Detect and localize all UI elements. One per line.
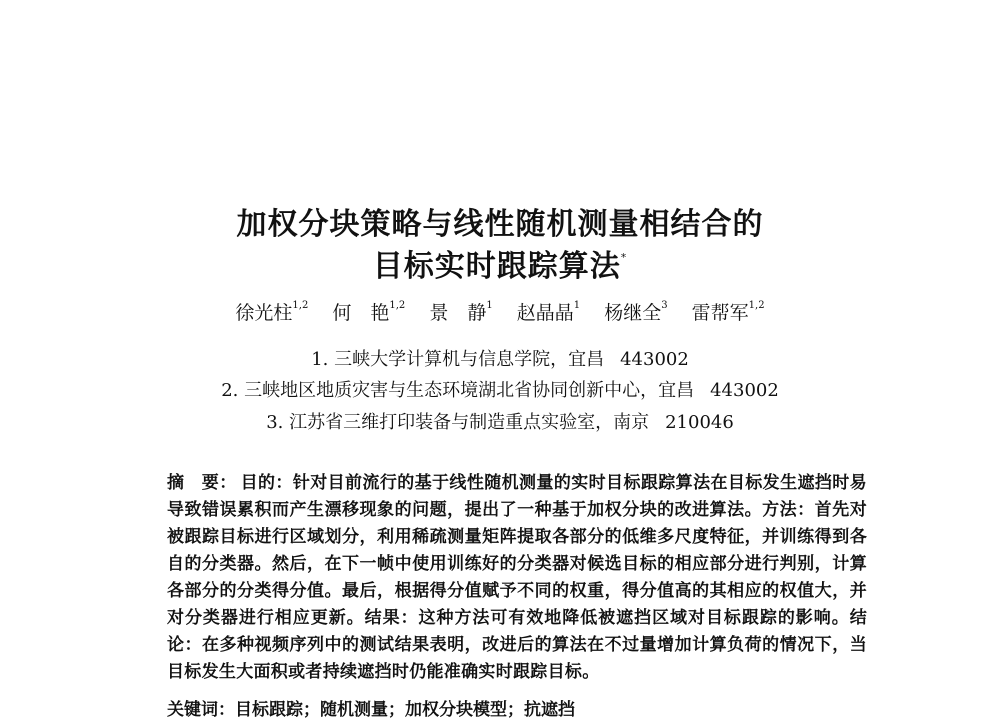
keywords-text: 目标跟踪；随机测量；加权分块模型；抗遮挡	[235, 700, 575, 720]
author	[235, 302, 308, 324]
abstract-text: 目的：针对目前流行的基于线性随机测量的实时目标跟踪算法在目标发生遮挡时易导致错误累积而产生漂移现象的问题，提出了一种基于加权分块的改进算法。方法：首先对被跟踪目标进行区域划分，利用稀疏测量矩阵提取各部分的低维多尺度特征，并训练得到各自的分类器。然后，在下一帧中使用训练好的分类器对候选目标的相应部分进行判别，计算各部分的分类得分值。最后，根据得分值赋予不同的权重，得分值高的其相应的权值大，并对分类器进行相应更新。结果：这种方法可有效地降低被遮挡区域对目标跟踪的影响。结论：在多种视频序列中的测试结果表明，改进后的算法在不过量增加计算负荷的情况下，当目标发生大面积或者持续遮挡时仍能准确实时跟踪目标。	[167, 473, 867, 682]
postal-code: 443002	[620, 349, 689, 370]
author	[517, 302, 580, 324]
author	[332, 302, 405, 324]
author-affiliation-mark: 3	[661, 300, 668, 311]
author-affiliation-mark: 1,2	[292, 300, 309, 311]
author-name: 何 艳	[332, 302, 390, 324]
paper-title-line-1	[0, 207, 1000, 242]
author-name: 雷帮军	[691, 302, 749, 324]
author-name: 杨继全	[604, 302, 662, 324]
keywords-label: 关键词：	[167, 700, 235, 720]
title-line-2-text: 目标实时跟踪算法	[372, 249, 621, 284]
author	[429, 302, 492, 324]
author-affiliation-mark: 1	[573, 300, 581, 311]
postal-code: 210046	[665, 412, 734, 433]
author-affiliation-mark: 1,2	[748, 300, 765, 311]
abstract	[167, 470, 867, 686]
author	[604, 302, 667, 324]
affiliation-text: 3. 江苏省三维打印装备与制造重点实验室，南京	[266, 412, 650, 433]
abstract-label: 摘 要：	[167, 473, 237, 493]
affiliation-3	[0, 414, 1000, 432]
affiliation-text: 2. 三峡地区地质灾害与生态环境湖北省协同创新中心，宜昌	[221, 380, 695, 401]
author-affiliation-mark: 1,2	[389, 300, 406, 311]
author-name: 赵晶晶	[516, 302, 574, 324]
paper-title-line-2	[0, 249, 1000, 284]
author-affiliation-mark: 1	[486, 300, 493, 311]
affiliation-2	[0, 382, 1000, 400]
keywords	[167, 697, 867, 724]
postal-code: 443002	[710, 380, 779, 401]
title-line-1-text: 加权分块策略与线性随机测量相结合的	[236, 207, 764, 242]
author-name: 景 静	[429, 302, 487, 324]
affiliation-1	[0, 351, 1000, 369]
title-footnote-mark: *	[620, 251, 628, 264]
author-list	[0, 300, 1000, 324]
author	[692, 302, 765, 324]
affiliation-text: 1. 三峡大学计算机与信息学院，宜昌	[311, 349, 605, 370]
author-name: 徐光柱	[235, 302, 293, 324]
